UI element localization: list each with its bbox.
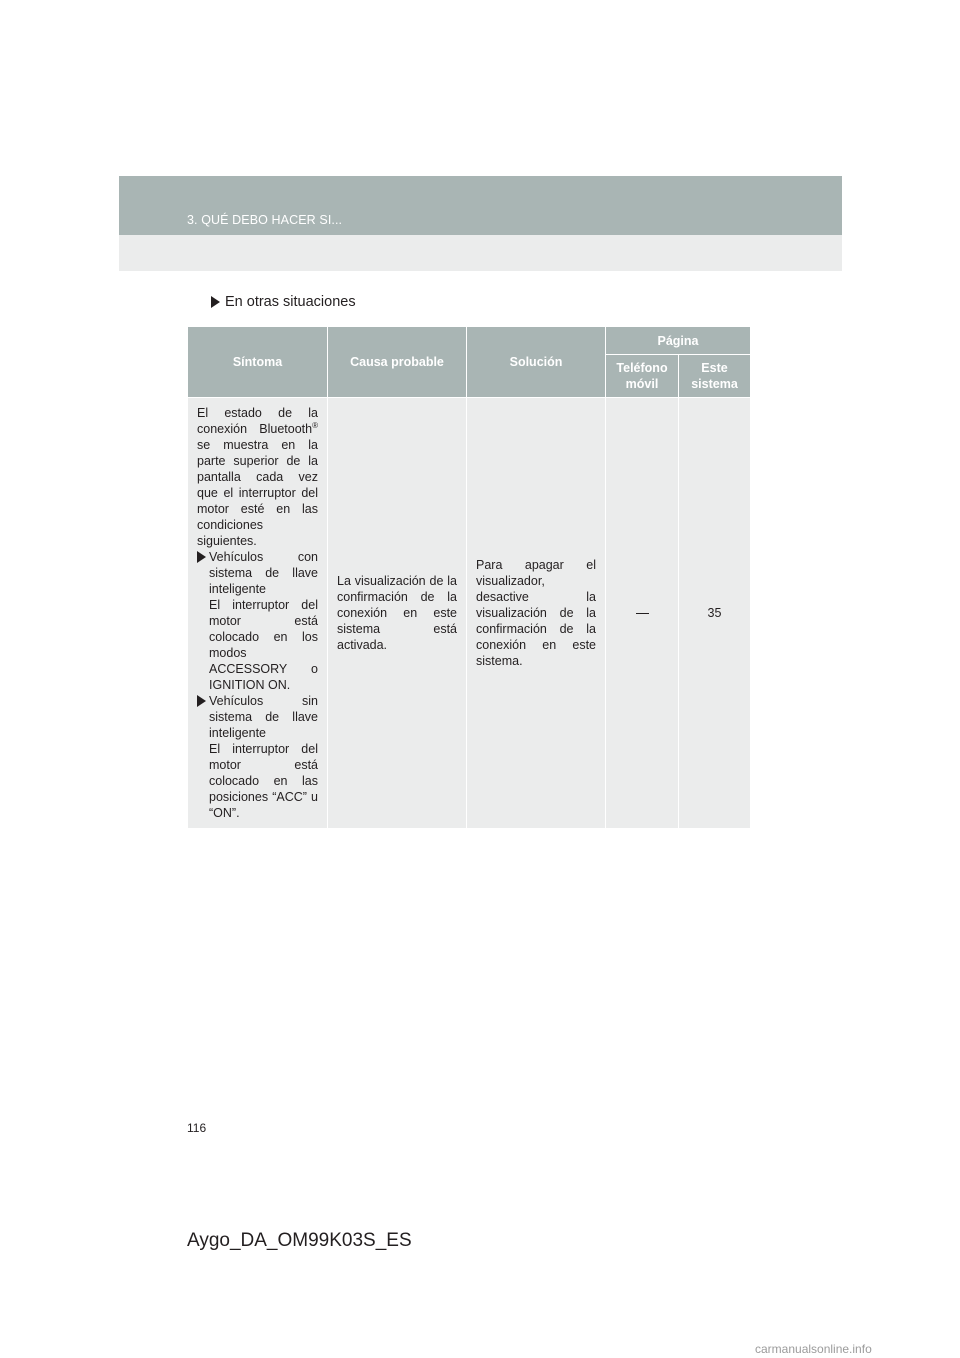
header-cause: Causa probable: [328, 327, 467, 398]
header-title-bar: [119, 176, 842, 235]
bullet-smart-key-text: El interruptor del motor está colocado en los modos ACCESSORY o IGNITION ON.: [209, 598, 318, 692]
header-solution: Solución: [467, 327, 606, 398]
troubleshooting-table: [187, 326, 751, 829]
document-code: Aygo_DA_OM99K03S_ES: [187, 1230, 412, 1251]
phone-page-cell: [606, 398, 679, 829]
header-system: Este sistema: [679, 355, 751, 398]
system-page-cell: 35: [679, 398, 751, 829]
dash-mark: [636, 613, 649, 614]
bullet-no-smart-key: [197, 693, 318, 741]
watermark: carmanualsonline.info: [755, 1342, 872, 1356]
triangle-bullet-icon: [211, 296, 220, 308]
page-number: 116: [187, 1121, 207, 1135]
cause-cell: La visualización de la confirmación de la conexión en este sistema está activada.: [328, 398, 467, 829]
section-heading: [211, 294, 356, 310]
symptom-cell: [188, 398, 328, 829]
header-phone: Teléfono móvil: [606, 355, 679, 398]
section-heading-text: En otras situaciones: [225, 294, 356, 310]
section-title: 3. QUÉ DEBO HACER SI...: [187, 213, 343, 227]
bullet-no-smart-key-title: Vehículos sin sistema de llave inteligente: [209, 694, 318, 740]
triangle-bullet-icon: [197, 695, 206, 707]
bullet-smart-key-title: Vehículos con sistema de llave inteligente: [209, 550, 318, 596]
solution-cell: Para apagar el visualizador, desactive la visualización de la confirmación de la conexión en este sistema.: [467, 398, 606, 829]
symptom-intro-rest: se muestra en la parte superior de la pantalla cada vez que el interruptor del motor esté en las condiciones siguientes.: [197, 438, 318, 548]
symptom-intro: [197, 405, 318, 549]
symptom-intro-text: El estado de la conexión Bluetooth: [197, 406, 318, 436]
table-row: [188, 398, 751, 829]
header-band: [119, 176, 842, 271]
bullet-smart-key: [197, 549, 318, 597]
triangle-bullet-icon: [197, 551, 206, 563]
registered-mark: ®: [312, 420, 318, 430]
header-symptom: Síntoma: [188, 327, 328, 398]
bullet-no-smart-key-text: El interruptor del motor está colocado en las posiciones “ACC” u “ON”.: [209, 742, 318, 820]
header-page: Página: [606, 327, 751, 355]
